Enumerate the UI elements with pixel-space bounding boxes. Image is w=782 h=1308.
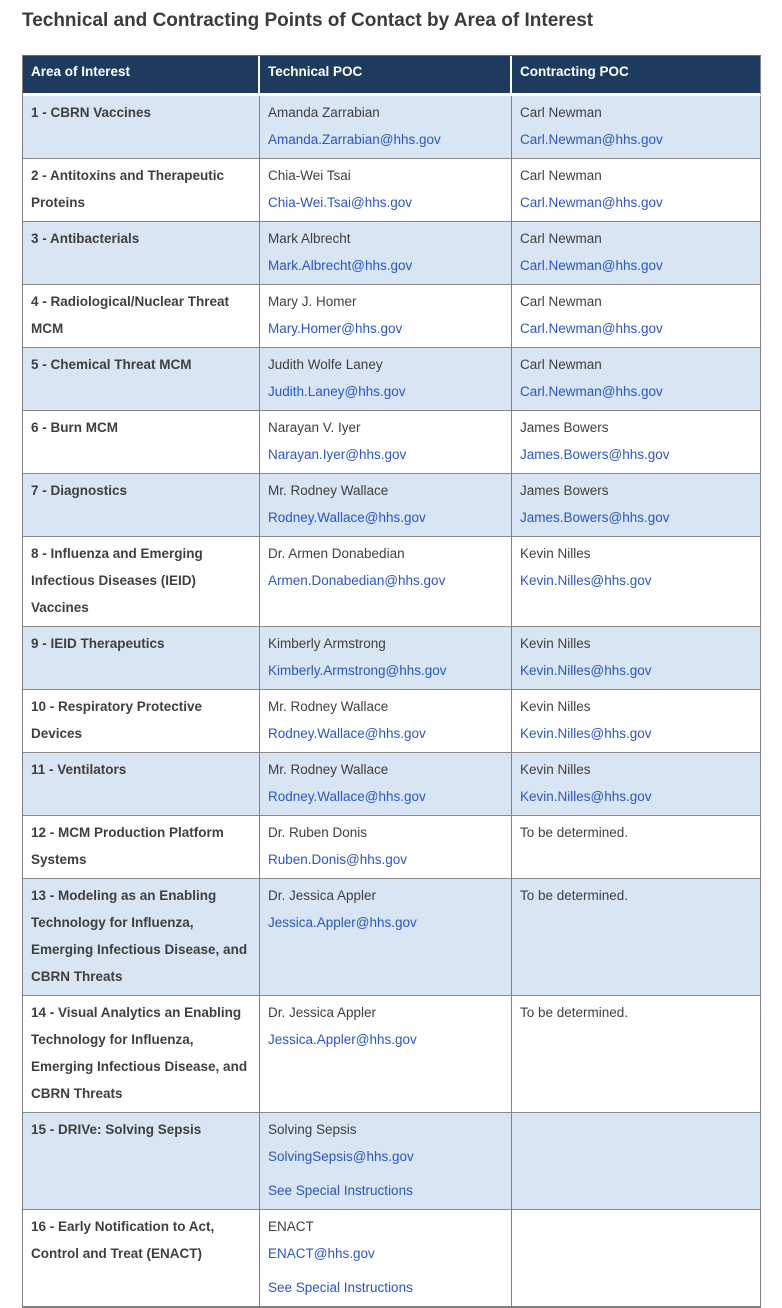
poc-text: Mr. Rodney Wallace xyxy=(268,762,389,777)
email-link[interactable]: Mary.Homer@hhs.gov xyxy=(268,321,403,336)
contracting-poc-cell xyxy=(512,753,761,816)
poc-line xyxy=(268,441,503,468)
col-header-technical-poc: Technical POC xyxy=(260,56,512,96)
area-of-interest-cell: 3 - Antibacterials xyxy=(23,222,260,285)
email-link[interactable]: Rodney.Wallace@hhs.gov xyxy=(268,510,426,525)
email-link[interactable]: Kevin.Nilles@hhs.gov xyxy=(520,573,652,588)
poc-line xyxy=(268,720,503,747)
table-row xyxy=(23,816,761,879)
poc-text: Carl Newman xyxy=(520,231,602,246)
contracting-poc-cell xyxy=(512,222,761,285)
email-link[interactable]: Ruben.Donis@hhs.gov xyxy=(268,852,408,867)
email-link[interactable]: James.Bowers@hhs.gov xyxy=(520,447,670,462)
table-header-row xyxy=(23,56,761,96)
poc-text: To be determined. xyxy=(520,825,629,840)
poc-line xyxy=(520,720,752,747)
poc-line xyxy=(268,189,503,216)
email-link[interactable]: SolvingSepsis@hhs.gov xyxy=(268,1149,414,1164)
poc-line xyxy=(268,252,503,279)
email-link[interactable]: Mark.Albrecht@hhs.gov xyxy=(268,258,413,273)
poc-text: James Bowers xyxy=(520,420,609,435)
table-row xyxy=(23,690,761,753)
area-of-interest-cell: 1 - CBRN Vaccines xyxy=(23,96,260,159)
contracting-poc-cell xyxy=(512,348,761,411)
contracting-poc-cell xyxy=(512,537,761,627)
contracting-poc-cell xyxy=(512,816,761,879)
special-instructions-link[interactable]: See Special Instructions xyxy=(268,1280,413,1295)
email-link[interactable]: ENACT@hhs.gov xyxy=(268,1246,375,1261)
poc-text: Mark Albrecht xyxy=(268,231,351,246)
email-link[interactable]: Kevin.Nilles@hhs.gov xyxy=(520,789,652,804)
poc-text: Chia-Wei Tsai xyxy=(268,168,351,183)
email-link[interactable]: Carl.Newman@hhs.gov xyxy=(520,258,663,273)
col-header-contracting-poc: Contracting POC xyxy=(512,56,761,96)
poc-text: Dr. Ruben Donis xyxy=(268,825,368,840)
poc-line xyxy=(268,1274,503,1301)
area-of-interest-cell: 9 - IEID Therapeutics xyxy=(23,627,260,690)
email-link[interactable]: Carl.Newman@hhs.gov xyxy=(520,195,663,210)
technical-poc-cell xyxy=(260,690,512,753)
poc-line xyxy=(520,252,752,279)
area-of-interest-cell: 16 - Early Notification to Act, Control and Treat (ENACT) xyxy=(23,1210,260,1308)
table-row xyxy=(23,1210,761,1308)
table-row xyxy=(23,411,761,474)
technical-poc-cell xyxy=(260,348,512,411)
email-link[interactable]: Jessica.Appler@hhs.gov xyxy=(268,915,417,930)
contracting-poc-cell xyxy=(512,285,761,348)
poc-text: Mary J. Homer xyxy=(268,294,357,309)
technical-poc-cell xyxy=(260,411,512,474)
poc-text: Kevin Nilles xyxy=(520,636,591,651)
table-row xyxy=(23,753,761,816)
email-link[interactable]: Jessica.Appler@hhs.gov xyxy=(268,1032,417,1047)
contracting-poc-cell xyxy=(512,1113,761,1210)
poc-text: Dr. Jessica Appler xyxy=(268,1005,377,1020)
table-row xyxy=(23,627,761,690)
email-link[interactable]: Judith.Laney@hhs.gov xyxy=(268,384,406,399)
poc-line xyxy=(520,189,752,216)
email-link[interactable]: Chia-Wei.Tsai@hhs.gov xyxy=(268,195,413,210)
email-link[interactable]: Amanda.Zarrabian@hhs.gov xyxy=(268,132,441,147)
technical-poc-cell xyxy=(260,537,512,627)
email-link[interactable]: Carl.Newman@hhs.gov xyxy=(520,132,663,147)
contracting-poc-cell xyxy=(512,627,761,690)
poc-line xyxy=(268,1143,503,1170)
poc-line xyxy=(268,846,503,873)
area-of-interest-cell: 11 - Ventilators xyxy=(23,753,260,816)
contracting-poc-cell xyxy=(512,474,761,537)
technical-poc-cell xyxy=(260,753,512,816)
technical-poc-cell xyxy=(260,474,512,537)
area-of-interest-cell: 12 - MCM Production Platform Systems xyxy=(23,816,260,879)
email-link[interactable]: Kevin.Nilles@hhs.gov xyxy=(520,726,652,741)
contracting-poc-cell xyxy=(512,690,761,753)
table-row xyxy=(23,96,761,159)
email-link[interactable]: Kevin.Nilles@hhs.gov xyxy=(520,663,652,678)
poc-line xyxy=(268,126,503,153)
table-row xyxy=(23,222,761,285)
email-link[interactable]: Carl.Newman@hhs.gov xyxy=(520,384,663,399)
area-of-interest-cell: 14 - Visual Analytics an Enabling Technology for Influenza, Emerging Infectious Disease, and CBRN Threats xyxy=(23,996,260,1113)
poc-line xyxy=(268,909,503,936)
page-title: Technical and Contracting Points of Contact by Area of Interest xyxy=(22,10,594,31)
poc-text: Mr. Rodney Wallace xyxy=(268,699,389,714)
email-link[interactable]: Carl.Newman@hhs.gov xyxy=(520,321,663,336)
poc-line xyxy=(268,783,503,810)
poc-line xyxy=(268,315,503,342)
contracting-poc-cell xyxy=(512,1210,761,1308)
table-row xyxy=(23,879,761,996)
poc-text: Kevin Nilles xyxy=(520,699,591,714)
table-row xyxy=(23,348,761,411)
contracting-poc-cell xyxy=(512,879,761,996)
technical-poc-cell xyxy=(260,285,512,348)
poc-text: Judith Wolfe Laney xyxy=(268,357,383,372)
table-row xyxy=(23,537,761,627)
poc-line xyxy=(520,126,752,153)
table-row xyxy=(23,996,761,1113)
poc-line xyxy=(520,504,752,531)
poc-text: Dr. Jessica Appler xyxy=(268,888,377,903)
area-of-interest-cell: 15 - DRIVe: Solving Sepsis xyxy=(23,1113,260,1210)
poc-line xyxy=(268,567,503,594)
table-row xyxy=(23,285,761,348)
poc-line xyxy=(268,1026,503,1053)
poc-line xyxy=(268,1177,503,1204)
area-of-interest-cell: 6 - Burn MCM xyxy=(23,411,260,474)
area-of-interest-cell: 10 - Respiratory Protective Devices xyxy=(23,690,260,753)
poc-text: Kimberly Armstrong xyxy=(268,636,386,651)
technical-poc-cell xyxy=(260,222,512,285)
poc-text: Carl Newman xyxy=(520,357,602,372)
contracting-poc-cell xyxy=(512,96,761,159)
area-of-interest-cell: 8 - Influenza and Emerging Infectious Diseases (IEID) Vaccines xyxy=(23,537,260,627)
poc-line xyxy=(520,315,752,342)
poc-text: James Bowers xyxy=(520,483,609,498)
poc-text: Solving Sepsis xyxy=(268,1122,357,1137)
area-of-interest-cell: 5 - Chemical Threat MCM xyxy=(23,348,260,411)
email-link[interactable]: Narayan.Iyer@hhs.gov xyxy=(268,447,407,462)
email-link[interactable]: Kimberly.Armstrong@hhs.gov xyxy=(268,663,447,678)
area-of-interest-cell: 4 - Radiological/Nuclear Threat MCM xyxy=(23,285,260,348)
poc-text: Kevin Nilles xyxy=(520,762,591,777)
poc-line xyxy=(268,1240,503,1267)
poc-text: ENACT xyxy=(268,1219,314,1234)
poc-line xyxy=(520,567,752,594)
col-header-area-of-interest: Area of Interest xyxy=(23,56,260,96)
poc-line xyxy=(520,657,752,684)
technical-poc-cell xyxy=(260,996,512,1113)
poc-line xyxy=(268,504,503,531)
contracting-poc-cell xyxy=(512,996,761,1113)
technical-poc-cell xyxy=(260,1113,512,1210)
poc-line xyxy=(268,657,503,684)
table-body xyxy=(23,96,761,1308)
technical-poc-cell xyxy=(260,816,512,879)
poc-text: Carl Newman xyxy=(520,105,602,120)
poc-text: Mr. Rodney Wallace xyxy=(268,483,389,498)
poc-text: Carl Newman xyxy=(520,294,602,309)
poc-text: Carl Newman xyxy=(520,168,602,183)
poc-text: Narayan V. Iyer xyxy=(268,420,361,435)
technical-poc-cell xyxy=(260,159,512,222)
area-of-interest-cell: 13 - Modeling as an Enabling Technology for Influenza, Emerging Infectious Disease, and CBRN Threats xyxy=(23,879,260,996)
email-link[interactable]: Rodney.Wallace@hhs.gov xyxy=(268,789,426,804)
email-link[interactable]: James.Bowers@hhs.gov xyxy=(520,510,670,525)
table-row xyxy=(23,1113,761,1210)
technical-poc-cell xyxy=(260,879,512,996)
technical-poc-cell xyxy=(260,96,512,159)
poc-text: To be determined. xyxy=(520,888,629,903)
poc-text: Dr. Armen Donabedian xyxy=(268,546,405,561)
poc-line xyxy=(520,783,752,810)
contracting-poc-cell xyxy=(512,159,761,222)
poc-text: Kevin Nilles xyxy=(520,546,591,561)
email-link[interactable]: Rodney.Wallace@hhs.gov xyxy=(268,726,426,741)
poc-line xyxy=(268,378,503,405)
poc-line xyxy=(520,378,752,405)
technical-poc-cell xyxy=(260,627,512,690)
poc-table xyxy=(22,55,761,1308)
contracting-poc-cell xyxy=(512,411,761,474)
special-instructions-link[interactable]: See Special Instructions xyxy=(268,1183,413,1198)
poc-text: To be determined. xyxy=(520,1005,629,1020)
area-of-interest-cell: 7 - Diagnostics xyxy=(23,474,260,537)
table-row xyxy=(23,159,761,222)
area-of-interest-cell: 2 - Antitoxins and Therapeutic Proteins xyxy=(23,159,260,222)
poc-line xyxy=(520,441,752,468)
table-row xyxy=(23,474,761,537)
technical-poc-cell xyxy=(260,1210,512,1308)
email-link[interactable]: Armen.Donabedian@hhs.gov xyxy=(268,573,446,588)
poc-text: Amanda Zarrabian xyxy=(268,105,380,120)
